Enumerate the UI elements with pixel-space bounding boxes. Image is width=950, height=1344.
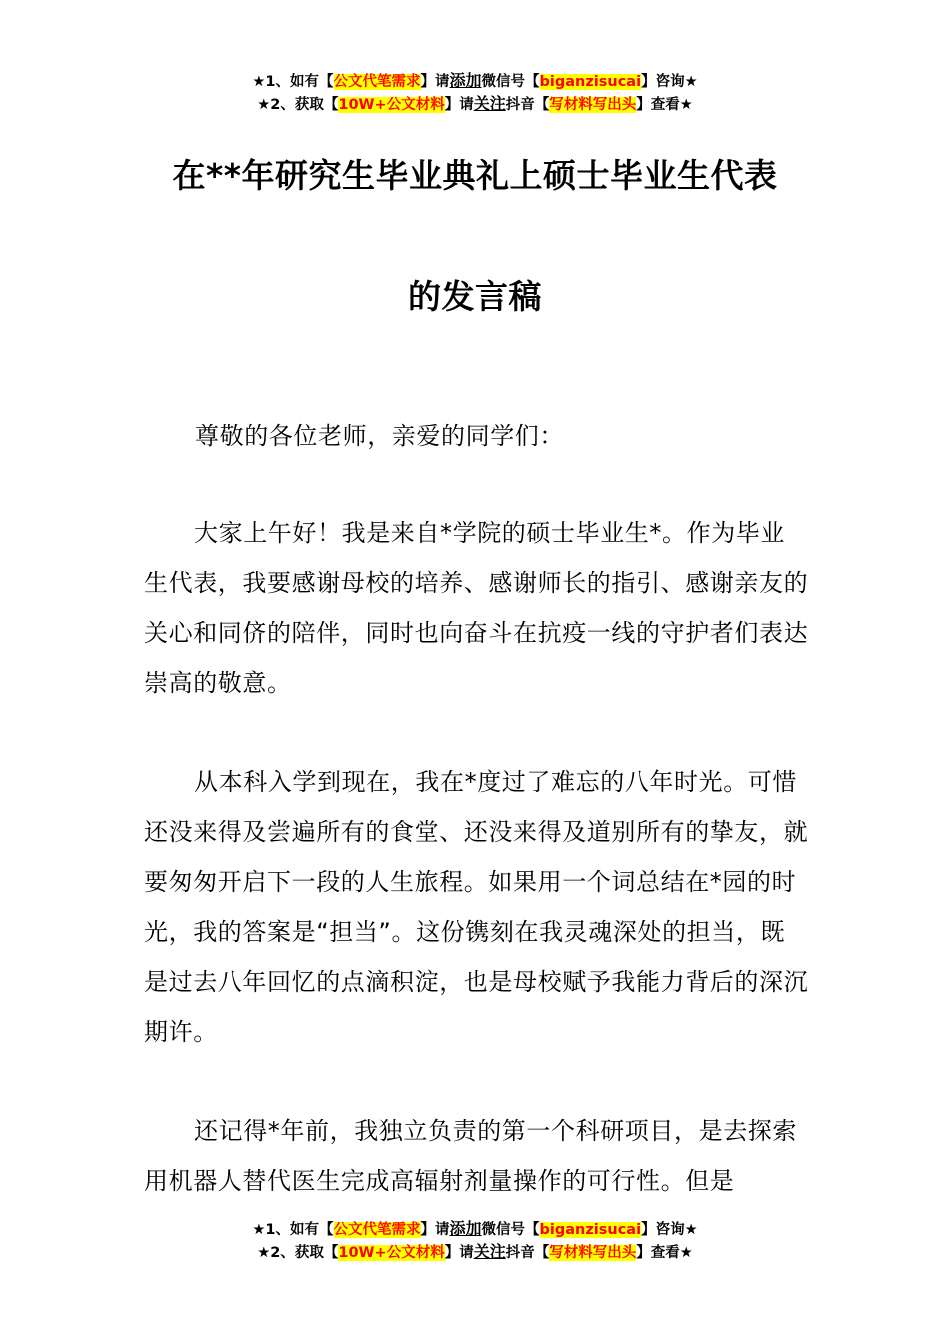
ad-highlight-douyin: 写材料写出头 (549, 97, 637, 113)
ad-emphasis: 关注 (473, 94, 506, 113)
salutation: 尊敬的各位老师，亲爱的同学们： (195, 422, 564, 450)
star-icon: ★ (252, 1222, 266, 1238)
star-icon: ★ (257, 1245, 271, 1261)
ad-line-1 (0, 70, 950, 93)
ad-text: 微信号【 (481, 74, 540, 90)
ad-text: 】查看★ (636, 1245, 693, 1261)
ad-highlight-service: 公文代笔需求 (333, 74, 421, 90)
ad-highlight-materials: 10W+公文材料 (338, 97, 445, 113)
ad-text: 1、如有【 (265, 74, 334, 90)
ad-text: 微信号【 (481, 1222, 540, 1238)
ad-emphasis: 关注 (473, 1242, 506, 1261)
ad-text: 】请 (420, 1222, 450, 1238)
ad-text: 】请 (420, 74, 450, 90)
ad-line-2 (0, 93, 950, 116)
ad-highlight-wechat-id: biganzisucai (539, 74, 642, 90)
ad-emphasis: 添加 (449, 1219, 482, 1238)
ad-text: 】咨询★ (641, 74, 698, 90)
document-title-line-2: 的发言稿 (408, 277, 542, 316)
ad-line-2 (0, 1241, 950, 1264)
ad-text: 2、获取【 (270, 97, 339, 113)
ad-emphasis: 添加 (449, 71, 482, 90)
ad-text: 】请 (444, 1245, 474, 1261)
ad-text: 】查看★ (636, 97, 693, 113)
ad-text: 1、如有【 (265, 1222, 334, 1238)
paragraph: 还记得*年前，我独立负责的第一个科研项目，是去探索用机器人替代医生完成高辐射剂量操作的可行性。但是 (144, 1117, 797, 1195)
ad-highlight-service: 公文代笔需求 (333, 1222, 421, 1238)
ad-text: 抖音【 (505, 97, 550, 113)
ad-text: 】咨询★ (641, 1222, 698, 1238)
header-ad (0, 70, 950, 116)
star-icon: ★ (257, 97, 271, 113)
ad-highlight-douyin: 写材料写出头 (549, 1245, 637, 1261)
footer-ad (0, 1218, 950, 1264)
ad-line-1 (0, 1218, 950, 1241)
ad-text: 】请 (444, 97, 474, 113)
paragraph: 从本科入学到现在，我在*度过了难忘的八年时光。可惜还没来得及尝遍所有的食堂、还没来得及道别所有的挚友，就要匆匆开启下一段的人生旅程。如果用一个词总结在*园的时光，我的答案是“担当”。这份镌刻在我灵魂深处的担当，既是过去八年回忆的点滴积淀，也是母校赋予我能力背后的深沉期许。 (144, 768, 809, 1046)
star-icon: ★ (252, 74, 266, 90)
document-title-line-1: 在**年研究生毕业典礼上硕士毕业生代表 (172, 156, 778, 195)
ad-text: 2、获取【 (270, 1245, 339, 1261)
ad-text: 抖音【 (505, 1245, 550, 1261)
ad-highlight-materials: 10W+公文材料 (338, 1245, 445, 1261)
ad-highlight-wechat-id: biganzisucai (539, 1222, 642, 1238)
paragraph: 大家上午好！我是来自*学院的硕士毕业生*。作为毕业生代表，我要感谢母校的培养、感谢师长的指引、感谢亲友的关心和同侪的陪伴，同时也向奋斗在抗疫一线的守护者们表达崇高的敬意。 (144, 519, 809, 697)
